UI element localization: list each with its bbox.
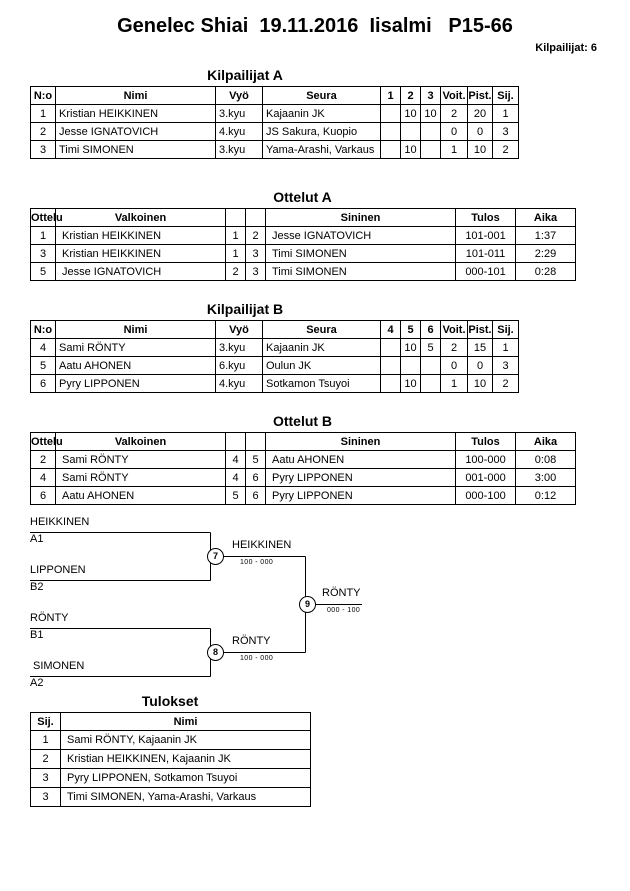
table-cell: 3 [31,245,56,263]
table-cell: Oulun JK [263,357,381,375]
table-cell: 3 [31,769,61,788]
column-header: Seura [263,321,381,339]
table-cell: 10 [401,141,421,159]
table-cell: Kristian HEIKKINEN [56,245,226,263]
column-header: Sij. [31,713,61,731]
table-cell: 101-001 [456,227,516,245]
table-cell: 100-000 [456,451,516,469]
table-cell: 0 [441,357,468,375]
table-cell: 2 [31,451,56,469]
header-row [31,321,519,339]
column-header: Valkoinen [56,433,226,451]
table-cell: 1 [226,245,246,263]
table-cell: 2 [441,339,468,357]
table-cell: 2 [246,227,266,245]
table-cell [381,357,401,375]
table-cell: 10 [468,375,493,393]
bracket-slot-a2-name: SIMONEN [33,660,85,672]
column-header: 4 [381,321,401,339]
table-row [31,123,519,141]
table-cell: JS Sakura, Kuopio [263,123,381,141]
section-kilpailijat-b [30,301,630,393]
table-cell: Pyry LIPPONEN [56,375,216,393]
column-header: Valkoinen [56,209,226,227]
table-cell: Yama-Arashi, Varkaus [263,141,381,159]
table-cell [421,357,441,375]
column-header: Ottelu [31,433,56,451]
header-row [31,433,576,451]
table-cell: 5 [421,339,441,357]
table-cell: 3 [493,123,519,141]
table-cell: 0:28 [516,263,576,281]
section-title-ottelut-a: Ottelut A [273,189,332,205]
table-cell: 5 [31,263,56,281]
ottelut-b-table [30,432,576,505]
bracket-slot-b2-name: LIPPONEN [30,564,86,576]
column-header: Pist. [468,87,493,105]
table-cell: 0:08 [516,451,576,469]
table-cell: 0:12 [516,487,576,505]
table-row [31,487,576,505]
ottelut-a-table [30,208,576,281]
column-header: Voit. [441,321,468,339]
table-cell: 5 [226,487,246,505]
table-cell [421,375,441,393]
table-cell [381,375,401,393]
table-cell: 0 [468,357,493,375]
table-cell: 2:29 [516,245,576,263]
bracket-slot-b1-seed: B1 [30,629,44,641]
match-9-score: 000 - 100 [327,607,361,614]
column-header: N:o [31,321,56,339]
bracket-slot-b1-name: RÖNTY [30,612,69,624]
table-cell: 20 [468,105,493,123]
table-cell: Kajaanin JK [263,339,381,357]
match-7-score: 100 - 000 [240,559,274,566]
table-row [31,731,311,750]
table-cell: Pyry LIPPONEN, Sotkamon Tsuyoi [61,769,311,788]
column-header: Sij. [493,87,519,105]
match-8-circle: 8 [207,644,224,661]
table-cell: Jesse IGNATOVICH [56,123,216,141]
table-cell [381,123,401,141]
table-cell: 000-101 [456,263,516,281]
table-cell: Timi SIMONEN [266,263,456,281]
table-cell: 15 [468,339,493,357]
section-title-ottelut-b: Ottelut B [272,413,333,429]
table-cell: 6.kyu [216,357,263,375]
table-cell: Kristian HEIKKINEN [56,227,226,245]
table-row [31,357,519,375]
table-cell: 3.kyu [216,141,263,159]
table-row [31,339,519,357]
table-cell: 1 [493,105,519,123]
table-cell: 3 [31,788,61,807]
table-row [31,750,311,769]
table-cell: 1 [31,105,56,123]
table-cell: Aatu AHONEN [266,451,456,469]
table-row [31,263,576,281]
table-cell: 6 [31,375,56,393]
column-header: 6 [421,321,441,339]
table-row [31,105,519,123]
column-header [226,209,246,227]
table-cell [401,123,421,141]
table-cell: 10 [401,339,421,357]
table-cell: 2 [31,750,61,769]
header-row [31,209,576,227]
table-cell: 0 [441,123,468,141]
bracket-slot-a2-seed: A2 [30,677,44,689]
column-header: Tulos [456,433,516,451]
table-row [31,141,519,159]
table-cell: Timi SIMONEN [56,141,216,159]
table-cell: 2 [226,263,246,281]
table-row [31,451,576,469]
column-header: 1 [381,87,401,105]
bracket-slot-a1-name: HEIKKINEN [30,516,90,528]
bracket-slot-a1-seed: A1 [30,533,44,545]
column-header: Seura [263,87,381,105]
table-row [31,227,576,245]
table-cell: 1:37 [516,227,576,245]
table-cell: 1 [226,227,246,245]
table-cell [401,357,421,375]
column-header: N:o [31,87,56,105]
column-header: Sininen [266,209,456,227]
table-row [31,769,311,788]
column-header: Sininen [266,433,456,451]
table-cell: 1 [493,339,519,357]
table-cell: Aatu AHONEN [56,357,216,375]
table-cell [421,141,441,159]
table-cell: 10 [401,105,421,123]
match-9-circle: 9 [299,596,316,613]
table-cell: 10 [468,141,493,159]
tournament-bracket [0,513,630,693]
table-cell [381,105,401,123]
table-cell: Jesse IGNATOVICH [266,227,456,245]
table-row [31,375,519,393]
table-row [31,469,576,487]
column-header: 5 [401,321,421,339]
table-cell: 6 [246,487,266,505]
table-cell: 5 [246,451,266,469]
table-cell: 4 [31,339,56,357]
column-header: Sij. [493,321,519,339]
table-row [31,245,576,263]
table-cell [381,339,401,357]
table-cell: Pyry LIPPONEN [266,487,456,505]
competitors-count: Kilpailijat: 6 [535,42,597,54]
column-header: Aika [516,433,576,451]
table-cell: Pyry LIPPONEN [266,469,456,487]
table-cell: 3 [493,357,519,375]
match-8-winner: RÖNTY [232,635,271,647]
table-cell: 3 [246,245,266,263]
column-header: Pist. [468,321,493,339]
section-title-kilpailijat-a: Kilpailijat A [207,67,283,83]
section-ottelut-b [30,413,630,505]
table-cell [381,141,401,159]
table-cell: 4 [226,469,246,487]
table-cell: 6 [31,487,56,505]
table-cell: 2 [31,123,56,141]
table-cell: Jesse IGNATOVICH [56,263,226,281]
table-cell: 1 [31,227,56,245]
column-header: Ottelu [31,209,56,227]
table-cell: Sotkamon Tsuyoi [263,375,381,393]
table-cell: 3 [31,141,56,159]
table-row [31,788,311,807]
section-ottelut-a [30,189,630,281]
column-header [246,209,266,227]
section-tulokset [30,693,630,807]
kilpailijat-a-table [30,86,519,159]
table-cell: 3.kyu [216,105,263,123]
column-header: Tulos [456,209,516,227]
match-9-winner: RÖNTY [322,587,361,599]
table-cell: Kristian HEIKKINEN [56,105,216,123]
column-header: Nimi [56,321,216,339]
table-cell: 10 [401,375,421,393]
table-cell: 2 [493,375,519,393]
table-cell: Sami RÖNTY [56,451,226,469]
bracket-slot-b2-seed: B2 [30,581,44,593]
section-title-tulokset: Tulokset [141,693,199,709]
column-header: Nimi [61,713,311,731]
table-cell: 000-100 [456,487,516,505]
page-title: Genelec Shiai 19.11.2016 Iisalmi P15-66 [117,15,513,37]
table-cell: 1 [441,141,468,159]
table-cell: Sami RÖNTY [56,469,226,487]
table-cell: Timi SIMONEN [266,245,456,263]
table-cell: 4.kyu [216,375,263,393]
table-cell: Sami RÖNTY, Kajaanin JK [61,731,311,750]
table-cell: 6 [246,469,266,487]
match-7-circle: 7 [207,548,224,565]
table-cell: 3:00 [516,469,576,487]
table-cell: 1 [441,375,468,393]
table-cell: 4.kyu [216,123,263,141]
table-cell: Sami RÖNTY [56,339,216,357]
table-cell [421,123,441,141]
table-cell: Timi SIMONEN, Yama-Arashi, Varkaus [61,788,311,807]
header-row [31,713,311,731]
column-header: Vyö [216,87,263,105]
column-header: 2 [401,87,421,105]
table-cell: 5 [31,357,56,375]
table-cell: 4 [226,451,246,469]
column-header: Nimi [56,87,216,105]
table-cell: 4 [31,469,56,487]
table-cell: Kristian HEIKKINEN, Kajaanin JK [61,750,311,769]
column-header: Aika [516,209,576,227]
table-cell: 2 [493,141,519,159]
kilpailijat-b-table [30,320,519,393]
table-cell: 0 [468,123,493,141]
table-cell: 001-000 [456,469,516,487]
table-cell: 3.kyu [216,339,263,357]
table-cell: 3 [246,263,266,281]
column-header: Voit. [441,87,468,105]
match-7-winner: HEIKKINEN [232,539,292,551]
section-kilpailijat-a [30,67,630,159]
table-cell: Aatu AHONEN [56,487,226,505]
table-cell: 101-011 [456,245,516,263]
tulokset-table [30,712,311,807]
table-cell: 1 [31,731,61,750]
section-title-kilpailijat-b: Kilpailijat B [206,301,284,317]
table-cell: 10 [421,105,441,123]
column-header: Vyö [216,321,263,339]
match-8-score: 100 - 000 [240,655,274,662]
column-header [246,433,266,451]
column-header [226,433,246,451]
column-header: 3 [421,87,441,105]
table-cell: Kajaanin JK [263,105,381,123]
table-cell: 2 [441,105,468,123]
header-row [31,87,519,105]
